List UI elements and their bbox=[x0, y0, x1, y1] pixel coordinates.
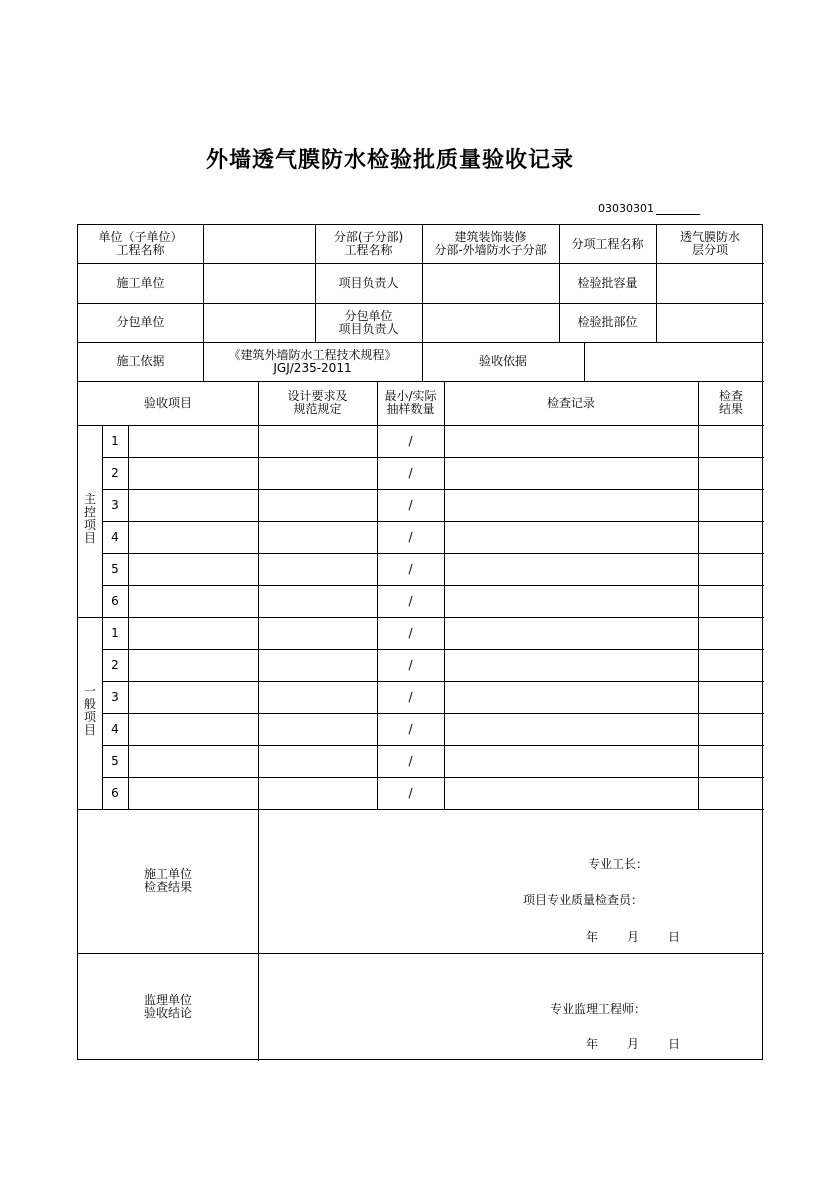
acceptance-basis-value[interactable] bbox=[584, 342, 764, 381]
main-control-group-label: 主 控 项 目 bbox=[83, 492, 96, 545]
division-value[interactable]: 建筑装饰装修 分部-外墙防水子分部 bbox=[434, 230, 547, 257]
general-row-sample[interactable]: / bbox=[408, 625, 413, 640]
supervision-label: 监理单位 验收结论 bbox=[143, 993, 192, 1020]
supervision-date-year: 年 bbox=[586, 1037, 599, 1051]
construction-unit-label: 施工单位 bbox=[116, 275, 165, 290]
col-header-item: 验收项目 bbox=[143, 395, 192, 410]
general-group-label: 一 般 项 目 bbox=[83, 684, 96, 737]
construction-check-label: 施工单位 检查结果 bbox=[143, 867, 192, 894]
subcontract-leader-label: 分包单位 项目负责人 bbox=[338, 308, 399, 336]
subitem-label: 分项工程名称 bbox=[571, 236, 644, 251]
subcontract-unit-value[interactable] bbox=[203, 303, 315, 342]
basis-label: 施工依据 bbox=[116, 354, 165, 368]
form-code-text: 03030301 bbox=[598, 202, 654, 215]
form-code bbox=[598, 202, 700, 215]
foreman-signature-label: 专业工长： bbox=[588, 857, 649, 871]
general-row-sample[interactable]: / bbox=[408, 657, 413, 672]
page-title: 外墙透气膜防水检验批质量验收记录 bbox=[205, 147, 574, 173]
main-row-no: 6 bbox=[111, 593, 119, 608]
subitem-value[interactable]: 透气膜防水 层分项 bbox=[679, 230, 740, 257]
main-row-sample[interactable]: / bbox=[408, 561, 413, 576]
main-row-sample[interactable]: / bbox=[408, 529, 413, 544]
construction-date-month: 月 bbox=[627, 930, 640, 944]
general-row-no: 3 bbox=[111, 689, 119, 704]
supervision-date-day: 日 bbox=[668, 1037, 681, 1051]
main-row-sample[interactable]: / bbox=[408, 465, 413, 480]
acceptance-basis-label: 验收依据 bbox=[478, 354, 527, 368]
general-row-sample[interactable]: / bbox=[408, 689, 413, 704]
subcontract-unit-label: 分包单位 bbox=[116, 315, 165, 329]
main-row-no: 3 bbox=[111, 497, 119, 512]
subcontract-leader-value[interactable] bbox=[422, 303, 559, 342]
batch-location-label: 检验批部位 bbox=[577, 315, 638, 329]
col-header-result: 检查 结果 bbox=[718, 389, 743, 416]
general-row-sample[interactable]: / bbox=[408, 721, 413, 736]
unit-project-label: 单位（子单位） 工程名称 bbox=[98, 230, 183, 257]
general-row-sample[interactable]: / bbox=[408, 753, 413, 768]
supervision-date-month: 月 bbox=[627, 1037, 640, 1051]
project-leader-value[interactable] bbox=[422, 263, 559, 303]
batch-capacity-label: 检验批容量 bbox=[577, 275, 638, 290]
main-row-sample[interactable]: / bbox=[408, 593, 413, 608]
form-code-blank[interactable] bbox=[656, 202, 700, 215]
general-row-no: 1 bbox=[111, 625, 119, 640]
construction-unit-value[interactable] bbox=[203, 263, 315, 303]
construction-date-year: 年 bbox=[586, 930, 599, 944]
col-header-design: 设计要求及 规范规定 bbox=[287, 389, 348, 416]
main-row-no: 5 bbox=[111, 561, 119, 576]
acceptance-form-table bbox=[77, 224, 763, 1060]
general-row-sample[interactable]: / bbox=[408, 785, 413, 800]
project-leader-label: 项目负责人 bbox=[338, 275, 399, 290]
general-row-no: 2 bbox=[111, 657, 119, 672]
unit-project-value[interactable] bbox=[203, 225, 315, 263]
main-row-sample[interactable]: / bbox=[408, 497, 413, 512]
main-row-no: 2 bbox=[111, 465, 119, 480]
general-row-no: 5 bbox=[111, 753, 119, 768]
supervision-engineer-signature-label: 专业监理工程师： bbox=[550, 1002, 647, 1016]
construction-date-day: 日 bbox=[668, 930, 681, 944]
main-row-sample[interactable]: / bbox=[408, 433, 413, 448]
basis-value[interactable]: 《建筑外墙防水工程技术规程》 JGJ/235-2011 bbox=[228, 347, 397, 375]
batch-capacity-value[interactable] bbox=[656, 263, 764, 303]
col-header-record: 检查记录 bbox=[546, 395, 595, 410]
quality-inspector-signature-label: 项目专业质量检查员： bbox=[523, 893, 644, 907]
col-header-sample: 最小/实际 抽样数量 bbox=[384, 389, 437, 416]
general-row-no: 6 bbox=[111, 785, 119, 800]
main-row-no: 1 bbox=[111, 433, 119, 448]
general-row-no: 4 bbox=[111, 721, 119, 736]
batch-location-value[interactable] bbox=[656, 303, 764, 342]
main-row-no: 4 bbox=[111, 529, 119, 544]
division-label: 分部(子分部) 工程名称 bbox=[333, 230, 404, 257]
